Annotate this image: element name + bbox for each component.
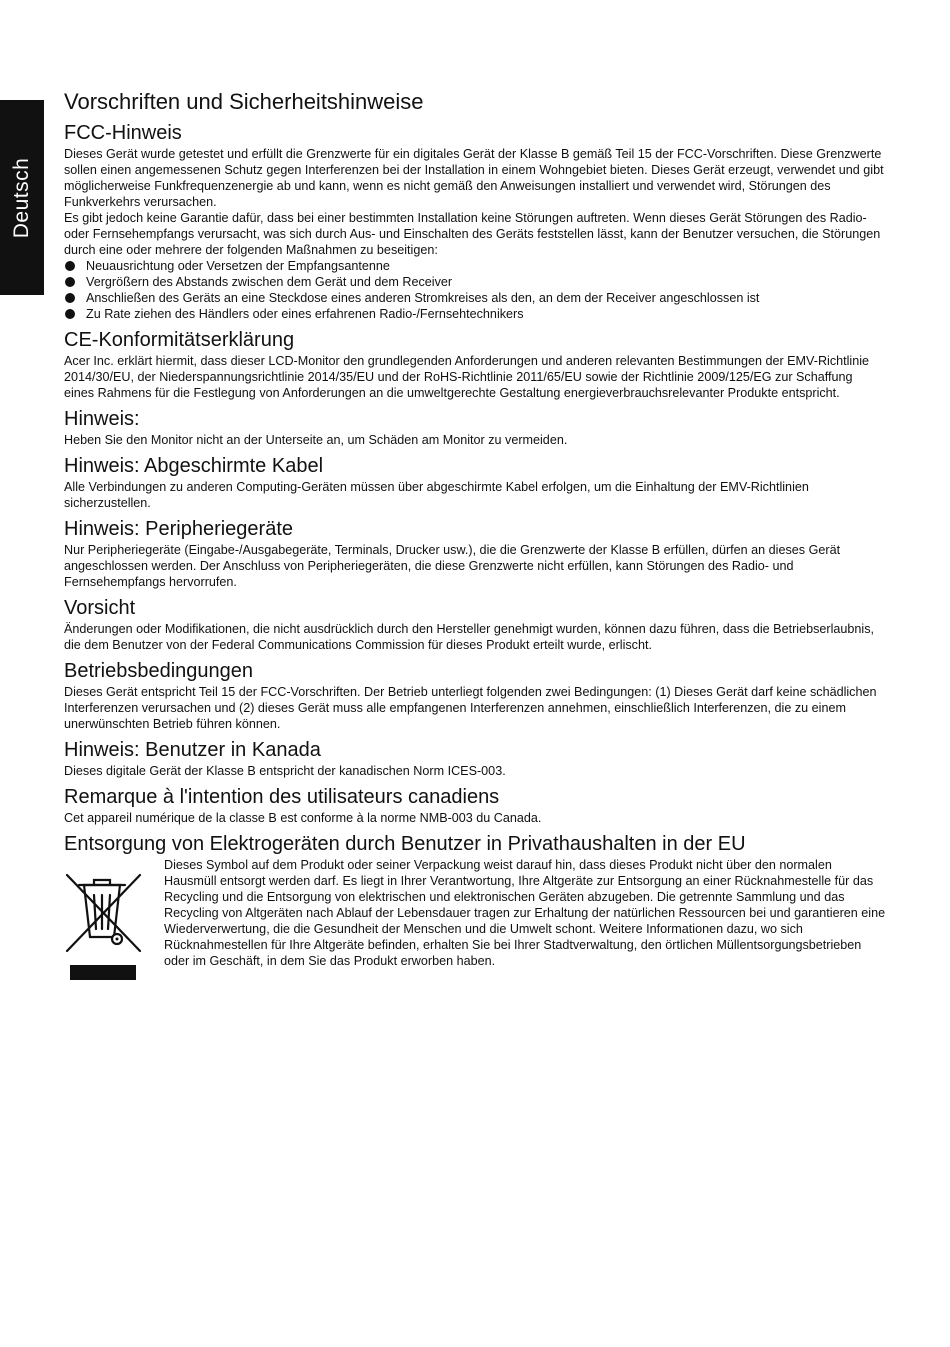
disposal-text: Dieses Symbol auf dem Produkt oder seiner Verpackung weist darauf hin, dass dieses Produkt nicht über den normalen Hausmüll entsorgt werden darf. Es liegt in Ihrer Verantwortung, Ihre Altgeräte zur Entsorgung an einer Rücknahmestelle für das Recycling und die Entsorgung von elektrischen und elektronischen Geräten abzugeben. Die getrennte Sammlung und das Recycling von Altgeräten nach Ablauf der Lebensdauer tragen zur Erhaltung der natürlichen Ressourcen bei und garantieren eine Wiederverwertung, die die Gesundheit der Menschen und die Umwelt schont. Weitere Informationen dazu, wo sich Rücknahmestellen für Ihre Altgeräte befinden, erhalten Sie bei Ihrer Stadtverwaltung, den örtlichen Müllentsorgungsbetrieben oder im Geschäft, in dem Sie das Produkt erworben haben. [164, 858, 886, 968]
fcc-measures-list [64, 258, 886, 322]
remarque-text: Cet appareil numérique de la classe B est conforme à la norme NMB-003 du Canada. [64, 811, 542, 825]
shielded-cables-text: Alle Verbindungen zu anderen Computing-Geräten müssen über abgeschirmte Kabel erfolgen, um die Einhaltung der EMV-Richtlinien sicherzustellen. [64, 480, 809, 510]
operating-conditions-heading: Betriebsbedingungen [64, 660, 254, 682]
caution-text: Änderungen oder Modifikationen, die nicht ausdrücklich durch den Hersteller genehmigt wurden, können dazu führen, dass die Betriebserlaubnis, die dem Benutzer von der Federal Communications Commission für dieses Produkt erteilt wurde, erlischt. [64, 622, 874, 652]
operating-conditions-text: Dieses Gerät entspricht Teil 15 der FCC-Vorschriften. Der Betrieb unterliegt folgenden zwei Bedingungen: (1) Dieses Gerät darf keine schädlichen Interferenzen verursachen und (2) dieses Gerät muss alle empfangenen Interferenzen annehmen, einschließlich Interferenzen, die zu einem unerwünschten Betrieb führen können. [64, 685, 877, 731]
operating-conditions-section [64, 659, 886, 732]
list-item-text: Zu Rate ziehen des Händlers oder eines erfahrenen Radio-/Fernsehtechnikers [86, 307, 524, 321]
remarque-section [64, 785, 886, 826]
bullet-icon [65, 261, 75, 271]
list-item [64, 290, 886, 306]
fcc-paragraph-1: Dieses Gerät wurde getestet und erfüllt die Grenzwerte für ein digitales Gerät der Klasse B gemäß Teil 15 der FCC-Vorschriften. Diese Grenzwerte sollen einen angemessenen Schutz gegen Interferenzen bei der Installation in einem Wohngebiet bieten. Dieses Gerät erzeugt, verwendet und gibt möglicherweise Funkfrequenzenergie ab und kann, wenn es nicht gemäß den Anweisungen installiert und verwendet wird, Störungen des Funkverkehrs verursachen. [64, 147, 884, 209]
disposal-section [64, 832, 886, 988]
hinweis-section [64, 407, 886, 448]
bullet-icon [65, 309, 75, 319]
list-item-text: Anschließen des Geräts an eine Steckdose eines anderen Stromkreises als den, an dem der Receiver angeschlossen ist [86, 291, 760, 305]
bullet-icon [65, 293, 75, 303]
document-body [64, 88, 886, 988]
list-item-text: Vergrößern des Abstands zwischen dem Gerät und dem Receiver [86, 275, 453, 289]
canada-text: Dieses digitale Gerät der Klasse B entspricht der kanadischen Norm ICES-003. [64, 764, 506, 778]
side-tab-label: Deutsch [10, 157, 33, 238]
disposal-heading: Entsorgung von Elektrogeräten durch Benutzer in Privathaushalten in der EU [64, 833, 746, 855]
weee-crossed-bin-icon [64, 871, 164, 988]
fcc-paragraph-2: Es gibt jedoch keine Garantie dafür, dass bei einer bestimmten Installation keine Störungen auftreten. Wenn dieses Gerät Störungen des Radio- oder Fernsehempfangs verursacht, was sich durch Aus- und Einschalten des Geräts feststellen lässt, kann der Benutzer versuchen, die Störungen durch eine oder mehrere der folgenden Maßnahmen zu beseitigen: [64, 211, 881, 257]
caution-heading: Vorsicht [64, 597, 136, 619]
list-item-text: Neuausrichtung oder Versetzen der Empfangsantenne [86, 259, 390, 273]
ce-heading: CE-Konformitätserklärung [64, 329, 295, 351]
peripherals-text: Nur Peripheriegeräte (Eingabe-/Ausgabegeräte, Terminals, Drucker usw.), die die Grenzwerte der Klasse B erfüllen, dürfen an dieses Gerät angeschlossen werden. Der Anschluss von Peripheriegeräten, die diese Grenzwerte nicht erfüllen, kann Störungen des Radio- und Fernsehempfangs hervorrufen. [64, 543, 841, 589]
shielded-cables-section [64, 454, 886, 511]
ce-text: Acer Inc. erklärt hiermit, dass dieser LCD-Monitor den grundlegenden Anforderungen und anderen relevanten Bestimmungen der EMV-Richtlinie 2014/30/EU, der Niederspannungsrichtlinie 2014/35/EU und der RoHS-Richtlinie 2011/65/EU sowie der Richtlinie 2009/125/EG zur Schaffung eines Rahmens für die Festlegung von Anforderungen an die umweltgerechte Gestaltung energieverbrauchsrelevanter Produkte entspricht. [64, 354, 870, 400]
page-title: Vorschriften und Sicherheitshinweise [64, 89, 424, 114]
peripherals-section [64, 517, 886, 590]
bullet-icon [65, 277, 75, 287]
list-item [64, 306, 886, 322]
shielded-cables-heading: Hinweis: Abgeschirmte Kabel [64, 455, 324, 477]
language-side-tab [0, 100, 44, 295]
fcc-section [64, 121, 886, 322]
canada-section [64, 738, 886, 779]
caution-section [64, 596, 886, 653]
ce-section [64, 328, 886, 401]
list-item [64, 274, 886, 290]
peripherals-heading: Hinweis: Peripheriegeräte [64, 518, 294, 540]
canada-heading: Hinweis: Benutzer in Kanada [64, 739, 321, 761]
remarque-heading: Remarque à l'intention des utilisateurs canadiens [64, 786, 500, 808]
list-item [64, 258, 886, 274]
hinweis-text: Heben Sie den Monitor nicht an der Unterseite an, um Schäden am Monitor zu vermeiden. [64, 433, 568, 447]
hinweis-heading: Hinweis: [64, 408, 140, 430]
disposal-row [64, 857, 886, 988]
fcc-heading: FCC-Hinweis [64, 122, 182, 144]
